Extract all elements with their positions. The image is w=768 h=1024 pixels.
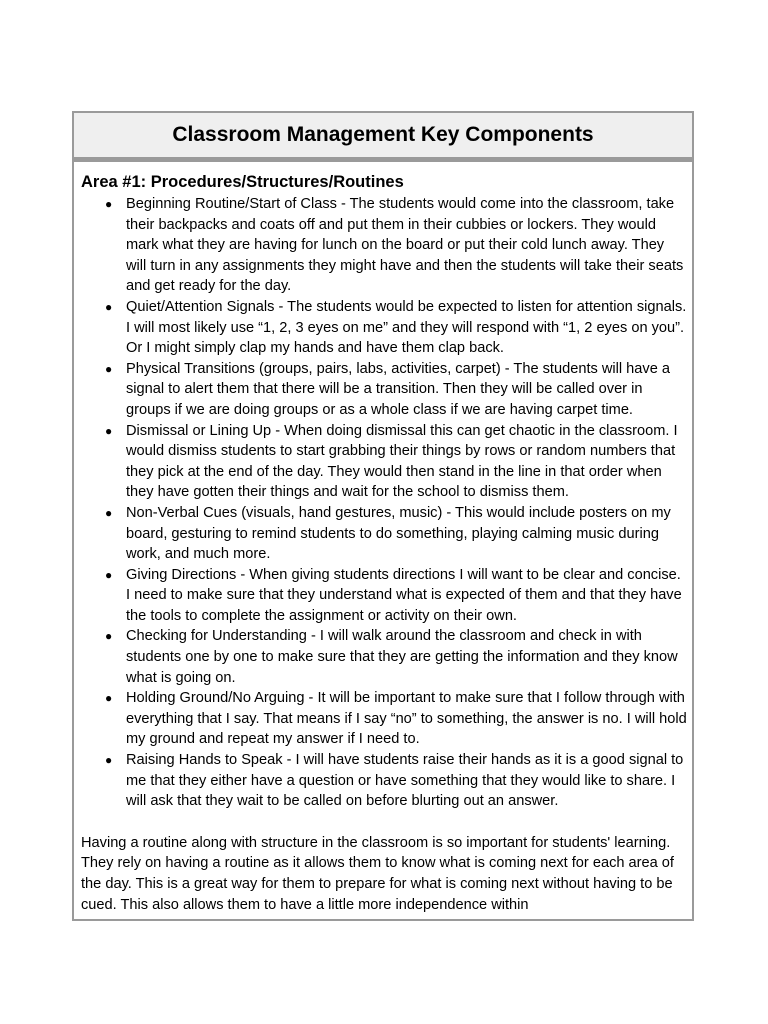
bullet-icon: ●: [105, 567, 113, 582]
list-item-text: Physical Transitions (groups, pairs, labs, activities, carpet) - The students will have a signal to alert them that there will be a transition. Then they will be called over in groups if we are doing groups or as a whole class if we are having carpet time.: [126, 360, 670, 418]
list-item-text: Giving Directions - When giving students directions I will want to be clear and concise. I need to make sure that they understand what is expected of them and that they have the tools to complete the assignment or activity on their own.: [126, 566, 682, 624]
procedures-list: [81, 194, 688, 812]
bullet-icon: ●: [105, 505, 113, 520]
list-item-text: Dismissal or Lining Up - When doing dismissal this can get chaotic in the classroom. I would dismiss students to start grabbing their things by rows or random numbers that they pick at the end of the day. They would then stand in the line in that order when they have gotten their things and wait for the school to dismiss them.: [126, 422, 678, 501]
list-item-text: Checking for Understanding - I will walk around the classroom and check in with students one by one to make sure that they are getting the information and they know what is going on.: [126, 628, 678, 686]
bullet-icon: ●: [105, 197, 113, 211]
bullet-icon: ●: [105, 753, 113, 768]
document-table: [72, 111, 694, 921]
document-title: Classroom Management Key Components: [172, 123, 594, 146]
bullet-icon: ●: [105, 691, 113, 706]
list-item-text: Quiet/Attention Signals - The students would be expected to listen for attention signals. I will most likely use “1, 2, 3 eyes on me” and they will respond with “1, 2 eyes on you”. Or I might simply clap my hands and have them clap back.: [126, 298, 687, 357]
list-item-text: Holding Ground/No Arguing - It will be important to make sure that I follow through with everything that I say. That means if I say “no” to something, the answer is no. I will hold my ground and repeat my answer if I need to.: [126, 690, 687, 748]
bullet-icon: ●: [105, 299, 113, 314]
list-item: [81, 421, 688, 503]
list-item-text: Non-Verbal Cues (visuals, hand gestures, music) - This would include posters on my board, gesturing to remind students to do something, playing calming music during work, and much more.: [126, 504, 671, 563]
list-item-text: Raising Hands to Speak - I will have students raise their hands as it is a good signal to me that they either have a question or have something that they would like to share. I will ask that they wait to be called on before blurting out an answer.: [126, 752, 684, 810]
bullet-icon: ●: [105, 361, 113, 376]
list-item: [81, 626, 688, 688]
area-heading: Area #1: Procedures/Structures/Routines: [81, 173, 404, 191]
list-item: [81, 503, 688, 565]
list-item: [81, 688, 688, 750]
content-cell: [74, 162, 692, 915]
list-item: [81, 359, 688, 421]
list-item: [81, 750, 688, 812]
bullet-icon: ●: [105, 423, 113, 438]
list-item-text: Beginning Routine/Start of Class - The students would come into the classroom, take their backpacks and coats off and put them in their cubbies or lockers. They would mark what they are having for lunch on the board or put their cold lunch away. They will turn in any assignments they might have and then the students will take their seats and get ready for the day.: [126, 196, 684, 295]
title-cell: [74, 113, 692, 162]
summary-paragraph: Having a routine along with structure in the classroom is so important for students' learning. They rely on having a routine as it allows them to know what is coming next for each area of the day. This is a great way for them to prepare for what is coming next without having to be cued. This also allows them to have a little more independence within: [81, 834, 674, 913]
list-item: [81, 297, 688, 359]
list-item: [81, 194, 688, 297]
list-item: [81, 565, 688, 627]
bullet-icon: ●: [105, 629, 113, 644]
